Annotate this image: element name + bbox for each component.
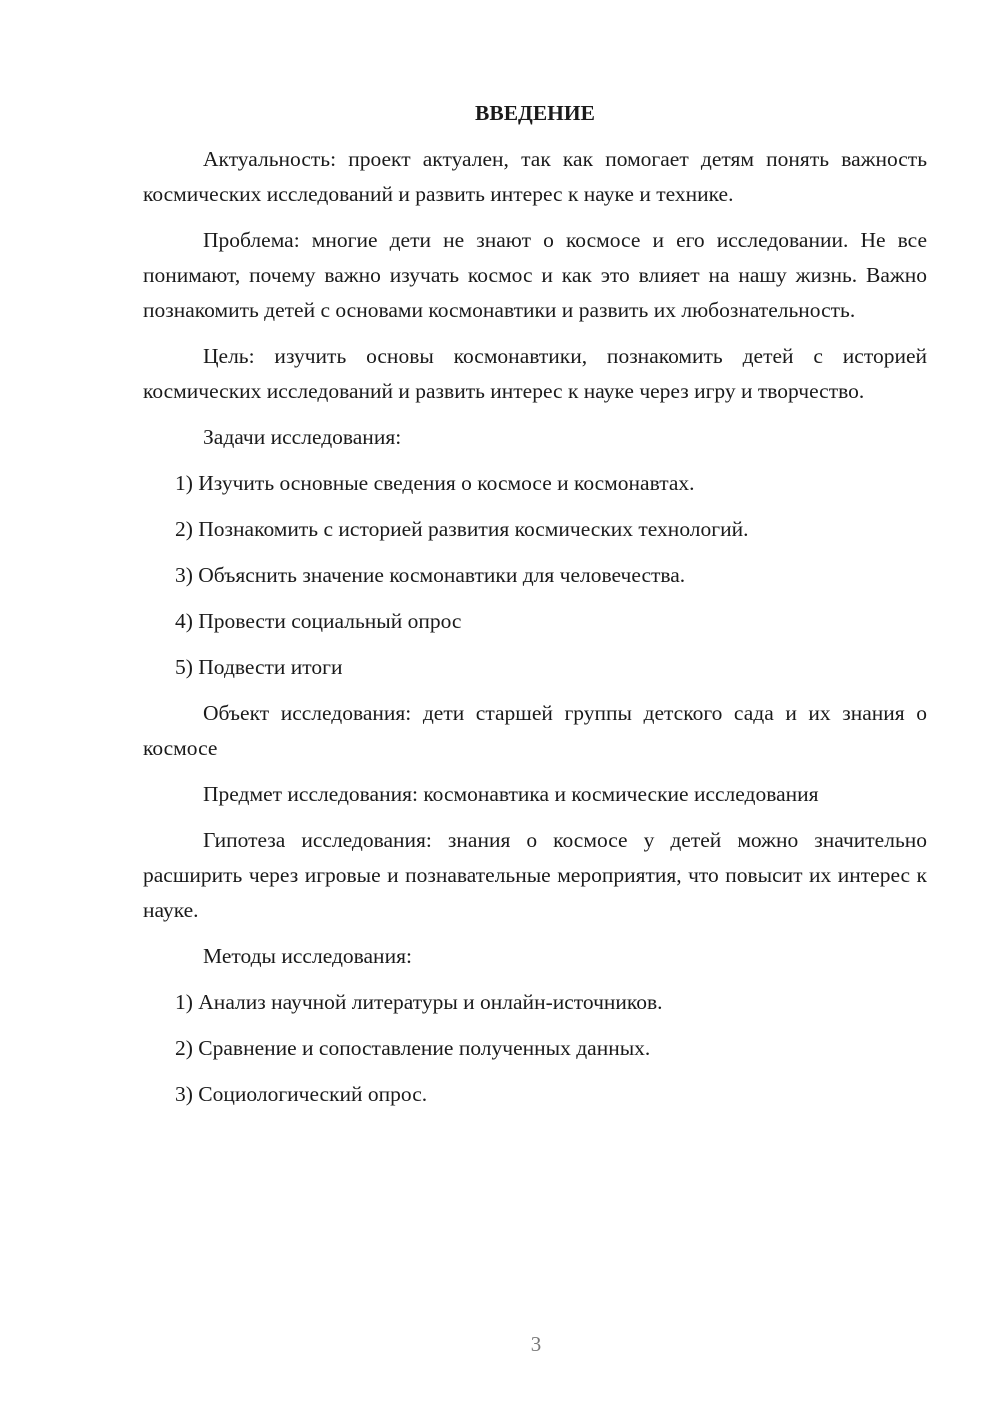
goal-paragraph: Цель: изучить основы космонавтики, познакомить детей с историей космических исследований и развить интерес к науке через игру и творчество. bbox=[143, 344, 927, 403]
task-item-4: 4) Провести социальный опрос bbox=[175, 609, 462, 633]
page-content bbox=[143, 96, 927, 1123]
task-item-5: 5) Подвести итоги bbox=[175, 655, 343, 679]
relevance-paragraph: Актуальность: проект актуален, так как помогает детям понять важность космических исследований и развить интерес к науке и технике. bbox=[143, 147, 927, 206]
hypothesis-paragraph: Гипотеза исследования: знания о космосе у детей можно значительно расширить через игровые и познавательные мероприятия, что повысит их интерес к науке. bbox=[143, 828, 927, 922]
methods-heading: Методы исследования: bbox=[203, 944, 412, 968]
problem-paragraph: Проблема: многие дети не знают о космосе и его исследовании. Не все понимают, почему важно изучать космос и как это влияет на нашу жизнь. Важно познакомить детей с основами космонавтики и развить их любознательность. bbox=[143, 228, 927, 322]
method-item-2: 2) Сравнение и сопоставление полученных данных. bbox=[175, 1036, 651, 1060]
task-item-1: 1) Изучить основные сведения о космосе и космонавтах. bbox=[175, 471, 695, 495]
method-item-1: 1) Анализ научной литературы и онлайн-источников. bbox=[175, 990, 663, 1014]
task-item-3: 3) Объяснить значение космонавтики для человечества. bbox=[175, 563, 686, 587]
subject-paragraph: Предмет исследования: космонавтика и космические исследования bbox=[203, 782, 819, 806]
task-item-2: 2) Познакомить с историей развития космических технологий. bbox=[175, 517, 749, 541]
tasks-heading: Задачи исследования: bbox=[203, 425, 402, 449]
object-paragraph: Объект исследования: дети старшей группы детского сада и их знания о космосе bbox=[143, 701, 927, 760]
method-item-3: 3) Социологический опрос. bbox=[175, 1082, 428, 1106]
page-number: 3 bbox=[530, 1332, 542, 1356]
page-title: ВВЕДЕНИЕ bbox=[475, 101, 595, 125]
